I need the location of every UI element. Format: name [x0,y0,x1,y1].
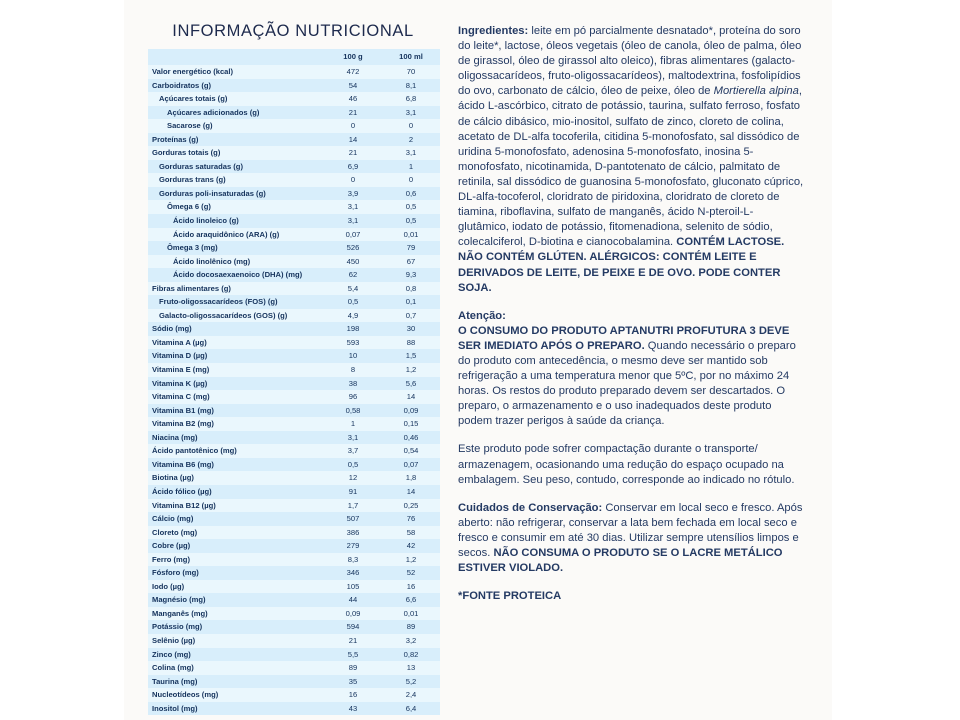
table-row [148,526,440,540]
nutrient-value-100g: 3,1 [324,431,382,445]
table-row [148,444,440,458]
table-row [148,282,440,296]
nutrient-value-100g: 594 [324,620,382,634]
table-row [148,404,440,418]
nutrient-name: Gorduras totais (g) [148,146,324,160]
nutrient-value-100ml: 6,6 [382,593,440,607]
nutrient-value-100g: 5,5 [324,648,382,662]
nutrient-name: Valor energético (kcal) [148,65,324,79]
nutrient-name: Ômega 3 (mg) [148,241,324,255]
storage-paragraph [458,501,804,576]
table-row [148,620,440,634]
nutrient-value-100ml: 13 [382,661,440,675]
nutrient-value-100ml: 42 [382,539,440,553]
nutrient-value-100ml: 0 [382,119,440,133]
nutrient-value-100g: 3,1 [324,214,382,228]
nutrient-name: Vitamina K (µg) [148,377,324,391]
nutrient-name: Manganês (mg) [148,607,324,621]
table-row [148,160,440,174]
nutrient-value-100g: 0,5 [324,295,382,309]
nutrient-value-100g: 3,9 [324,187,382,201]
nutrient-name: Inositol (mg) [148,702,324,716]
table-row [148,390,440,404]
table-row [148,593,440,607]
nutrient-name: Vitamina E (mg) [148,363,324,377]
nutrient-value-100g: 10 [324,349,382,363]
nutrient-value-100g: 4,9 [324,309,382,323]
nutrient-value-100ml: 89 [382,620,440,634]
nutrient-value-100ml: 0,25 [382,499,440,513]
nutrient-name: Fibras alimentares (g) [148,282,324,296]
table-row [148,499,440,513]
attention-paragraph [458,309,804,430]
ingredient-species-name: Mortierella alpina [713,85,799,98]
nutrient-value-100ml: 76 [382,512,440,526]
allergen-warning: CONTÉM LACTOSE. NÃO CONTÉM GLÚTEN. ALÉRGICOS: CONTÉM LEITE E DERIVADOS DE LEITE, DE PEIXE E DE OVO. PODE CONTER SOJA. [458,236,785,294]
nutrient-value-100ml: 0,82 [382,648,440,662]
nutrient-name: Biotina (µg) [148,471,324,485]
nutrient-name: Cobre (µg) [148,539,324,553]
nutrient-name: Nucleotídeos (mg) [148,688,324,702]
nutrient-name: Vitamina D (µg) [148,349,324,363]
nutrient-value-100g: 3,1 [324,200,382,214]
nutrient-name: Cálcio (mg) [148,512,324,526]
nutrient-name: Gorduras trans (g) [148,173,324,187]
nutrient-value-100g: 593 [324,336,382,350]
nutrient-name: Vitamina B1 (mg) [148,404,324,418]
nutrient-value-100ml: 58 [382,526,440,540]
protein-source-footnote: *FONTE PROTEICA [458,590,562,603]
nutrient-value-100g: 54 [324,79,382,93]
column-header-100g: 100 g [324,49,382,65]
nutrient-name: Ferro (mg) [148,553,324,567]
attention-headline: O CONSUMO DO PRODUTO APTANUTRI PROFUTURA 3 DEVE SER IMEDIATO APÓS O PREPARO. [458,324,790,352]
nutrient-value-100ml: 0,15 [382,417,440,431]
nutrient-value-100g: 198 [324,322,382,336]
table-row [148,363,440,377]
ingredients-body-part1: leite em pó parcialmente desnatado*, proteína do soro do leite*, lactose, óleos vegetais (óleo de canola, óleo de palma, óleo de girassol, óleo de girassol alto oleico), fibras alimentares (galacto-oligossacarídeos, fruto-oligossacarídeos), maltodextrina, fosfolipídios do ovo, carbonato de cálcio, óleo de peixe, óleo de [458,25,802,98]
nutrient-name: Ácido linoleico (g) [148,214,324,228]
table-row [148,187,440,201]
nutrient-value-100g: 0,09 [324,607,382,621]
nutrient-name: Sacarose (g) [148,119,324,133]
nutrient-name: Potássio (mg) [148,620,324,634]
table-row [148,471,440,485]
table-row [148,268,440,282]
nutrient-value-100ml: 1,2 [382,363,440,377]
nutrient-value-100g: 1,7 [324,499,382,513]
nutrient-name: Açúcares totais (g) [148,92,324,106]
nutrient-name: Carboidratos (g) [148,79,324,93]
table-row [148,309,440,323]
table-row [148,566,440,580]
nutrient-name: Zinco (mg) [148,648,324,662]
nutrition-table-column [124,14,446,720]
nutrient-name: Vitamina A (µg) [148,336,324,350]
table-row [148,146,440,160]
nutrient-value-100g: 472 [324,65,382,79]
table-row [148,634,440,648]
table-row [148,106,440,120]
table-row [148,417,440,431]
nutrient-value-100g: 96 [324,390,382,404]
table-row [148,214,440,228]
nutrient-value-100g: 1 [324,417,382,431]
nutrient-value-100ml: 0,1 [382,295,440,309]
nutrient-value-100ml: 14 [382,390,440,404]
nutrient-value-100g: 507 [324,512,382,526]
attention-label: Atenção: [458,309,506,322]
nutrient-value-100g: 46 [324,92,382,106]
nutrient-value-100ml: 70 [382,65,440,79]
nutrient-value-100ml: 1,5 [382,349,440,363]
seal-warning: NÃO CONSUMA O PRODUTO SE O LACRE METÁLICO ESTIVER VIOLADO. [458,547,783,575]
nutrient-value-100g: 279 [324,539,382,553]
table-row [148,228,440,242]
nutrient-value-100g: 8 [324,363,382,377]
nutrient-value-100ml: 88 [382,336,440,350]
nutrient-value-100ml: 0,6 [382,187,440,201]
nutrient-value-100ml: 9,3 [382,268,440,282]
nutrient-value-100ml: 2 [382,133,440,147]
table-row [148,675,440,689]
table-row [148,65,440,79]
table-row [148,336,440,350]
nutrient-name: Ácido araquidônico (ARA) (g) [148,228,324,242]
table-row [148,661,440,675]
nutrient-value-100g: 386 [324,526,382,540]
table-row [148,255,440,269]
ingredients-body-part2: , ácido L-ascórbico, citrato de potássio, taurina, sulfato ferroso, fosfato de cálcio dibásico, mio-inositol, sulfato de zinco, cloreto de colina, acetato de DL-alfa tocoferila, citidina 5-monofosfato, sal dissódico de uridina 5-monofosfato, adenosina 5-monofosfato, inosina 5-monofosfato, nicotinamida, D-pantotenato de cálcio, palmitato de retinila, sal dissódico de guanosina 5-monofosfato, gluconato cúprico, DL-alfa-tocoferol, cloridrato de piridoxina, cloridrato de cloreto de tiamina, riboflavina, sulfato de manganês, ácido N-pteroil-L-glutâmico, iodato de potássio, fitomenadiona, selenito de sódio, colecalciferol, D-biotina e cianocobalamina. [458,85,804,249]
nutrient-value-100g: 346 [324,566,382,580]
nutrient-value-100ml: 0,01 [382,228,440,242]
ingredients-label: Ingredientes: [458,25,529,37]
nutrient-value-100g: 105 [324,580,382,594]
storage-body: Conservar em local seco e fresco. Após aberto: não refrigerar, conservar a lata bem fechada em local seco e fresco e consumir em até 30 dias. Utilizar sempre utensílios limpos e secos. [458,501,803,559]
label-panel [124,0,832,720]
table-row [148,133,440,147]
nutrient-value-100g: 12 [324,471,382,485]
table-row [148,607,440,621]
nutrient-name: Fósforo (mg) [148,566,324,580]
nutrient-name: Cloreto (mg) [148,526,324,540]
nutrient-name: Colina (mg) [148,661,324,675]
table-row [148,92,440,106]
nutrient-value-100ml: 52 [382,566,440,580]
attention-body: Quando necessário o preparo do produto com antecedência, o mesmo deve ser mantido sob refrigeração a uma temperatura menor que 5ºC, por no máximo 24 horas. Os restos do produto preparado devem ser descartados. O preparo, o armazenamento e o uso inadequados deste produto podem trazer perigos à saúde da criança. [458,339,796,428]
nutrient-value-100g: 0,58 [324,404,382,418]
table-body [148,65,440,715]
nutrient-value-100g: 43 [324,702,382,716]
nutrient-name: Ômega 6 (g) [148,200,324,214]
nutrient-value-100ml: 5,2 [382,675,440,689]
nutrient-name: Proteínas (g) [148,133,324,147]
table-row [148,173,440,187]
table-row [148,458,440,472]
nutrient-name: Sódio (mg) [148,322,324,336]
table-row [148,322,440,336]
nutrient-value-100ml: 3,1 [382,106,440,120]
table-row [148,349,440,363]
ingredients-paragraph [458,24,804,296]
nutrient-value-100ml: 2,4 [382,688,440,702]
nutrient-name: Ácido fólico (µg) [148,485,324,499]
compaction-note: Este produto pode sofrer compactação durante o transporte/ armazenagem, ocasionando uma redução do espaço ocupado na embalagem. Seu peso, contudo, corresponde ao indicado no rótulo. [458,443,795,486]
nutrient-name: Vitamina B12 (µg) [148,499,324,513]
nutrient-value-100ml: 0,7 [382,309,440,323]
nutrient-name: Gorduras poli-insaturadas (g) [148,187,324,201]
column-header-100ml: 100 ml [382,49,440,65]
nutrient-value-100g: 8,3 [324,553,382,567]
nutrient-value-100ml: 8,1 [382,79,440,93]
nutrient-value-100ml: 3,2 [382,634,440,648]
nutrient-value-100ml: 0,5 [382,200,440,214]
nutrient-value-100ml: 67 [382,255,440,269]
table-row [148,512,440,526]
column-header-nutrient [148,49,324,65]
nutrient-value-100g: 62 [324,268,382,282]
table-row [148,200,440,214]
table-row [148,119,440,133]
nutrient-value-100g: 0,07 [324,228,382,242]
nutrient-value-100ml: 0,5 [382,214,440,228]
nutrient-value-100ml: 0 [382,173,440,187]
nutrient-value-100g: 0,5 [324,458,382,472]
nutrient-value-100ml: 0,46 [382,431,440,445]
nutrient-value-100ml: 0,8 [382,282,440,296]
nutrient-value-100g: 0 [324,119,382,133]
nutrient-name: Açúcares adicionados (g) [148,106,324,120]
nutrient-value-100ml: 6,8 [382,92,440,106]
nutrient-value-100g: 91 [324,485,382,499]
table-row [148,295,440,309]
nutrient-value-100g: 450 [324,255,382,269]
nutrient-value-100ml: 0,09 [382,404,440,418]
product-info-column [446,14,832,720]
nutrient-name: Ácido pantotênico (mg) [148,444,324,458]
nutrient-name: Taurina (mg) [148,675,324,689]
nutrient-name: Niacina (mg) [148,431,324,445]
table-row [148,485,440,499]
table-row [148,702,440,716]
nutrient-name: Fruto-oligossacarídeos (FOS) (g) [148,295,324,309]
nutrient-value-100g: 5,4 [324,282,382,296]
page-title: INFORMAÇÃO NUTRICIONAL [172,22,414,40]
nutrient-value-100g: 0 [324,173,382,187]
table-row [148,580,440,594]
nutrient-value-100g: 526 [324,241,382,255]
nutrient-value-100g: 44 [324,593,382,607]
nutrient-name: Gorduras saturadas (g) [148,160,324,174]
nutrient-name: Magnésio (mg) [148,593,324,607]
table-row [148,539,440,553]
table-row [148,431,440,445]
nutrient-value-100g: 16 [324,688,382,702]
nutrient-value-100g: 21 [324,634,382,648]
nutrient-value-100g: 21 [324,106,382,120]
nutrient-name: Iodo (µg) [148,580,324,594]
nutrient-value-100ml: 1,2 [382,553,440,567]
nutrient-value-100ml: 3,1 [382,146,440,160]
nutrient-value-100ml: 16 [382,580,440,594]
table-header-row [148,49,440,65]
nutrient-name: Ácido linolênico (mg) [148,255,324,269]
nutrient-name: Vitamina C (mg) [148,390,324,404]
nutrient-name: Ácido docosaexaenoico (DHA) (mg) [148,268,324,282]
nutrient-value-100ml: 79 [382,241,440,255]
nutrient-value-100ml: 0,01 [382,607,440,621]
table-row [148,553,440,567]
nutrient-value-100g: 38 [324,377,382,391]
nutrient-value-100ml: 1 [382,160,440,174]
nutrient-name: Vitamina B2 (mg) [148,417,324,431]
table-row [148,688,440,702]
table-row [148,377,440,391]
nutrient-value-100ml: 14 [382,485,440,499]
nutrient-name: Selênio (µg) [148,634,324,648]
nutrient-value-100ml: 0,07 [382,458,440,472]
nutrient-value-100ml: 30 [382,322,440,336]
table-row [148,241,440,255]
nutrient-name: Galacto-oligossacarídeos (GOS) (g) [148,309,324,323]
nutrient-name: Vitamina B6 (mg) [148,458,324,472]
nutrient-value-100g: 89 [324,661,382,675]
nutrient-value-100g: 35 [324,675,382,689]
nutrient-value-100g: 21 [324,146,382,160]
nutrient-value-100g: 14 [324,133,382,147]
nutrient-value-100ml: 0,54 [382,444,440,458]
nutrient-value-100g: 3,7 [324,444,382,458]
nutrient-value-100ml: 1,8 [382,471,440,485]
table-row [148,79,440,93]
nutrient-value-100g: 6,9 [324,160,382,174]
table-header [148,49,440,65]
nutrient-value-100ml: 6,4 [382,702,440,716]
nutrition-table [148,49,440,715]
storage-label: Cuidados de Conservação: [458,501,603,514]
table-row [148,648,440,662]
nutrient-value-100ml: 5,6 [382,377,440,391]
